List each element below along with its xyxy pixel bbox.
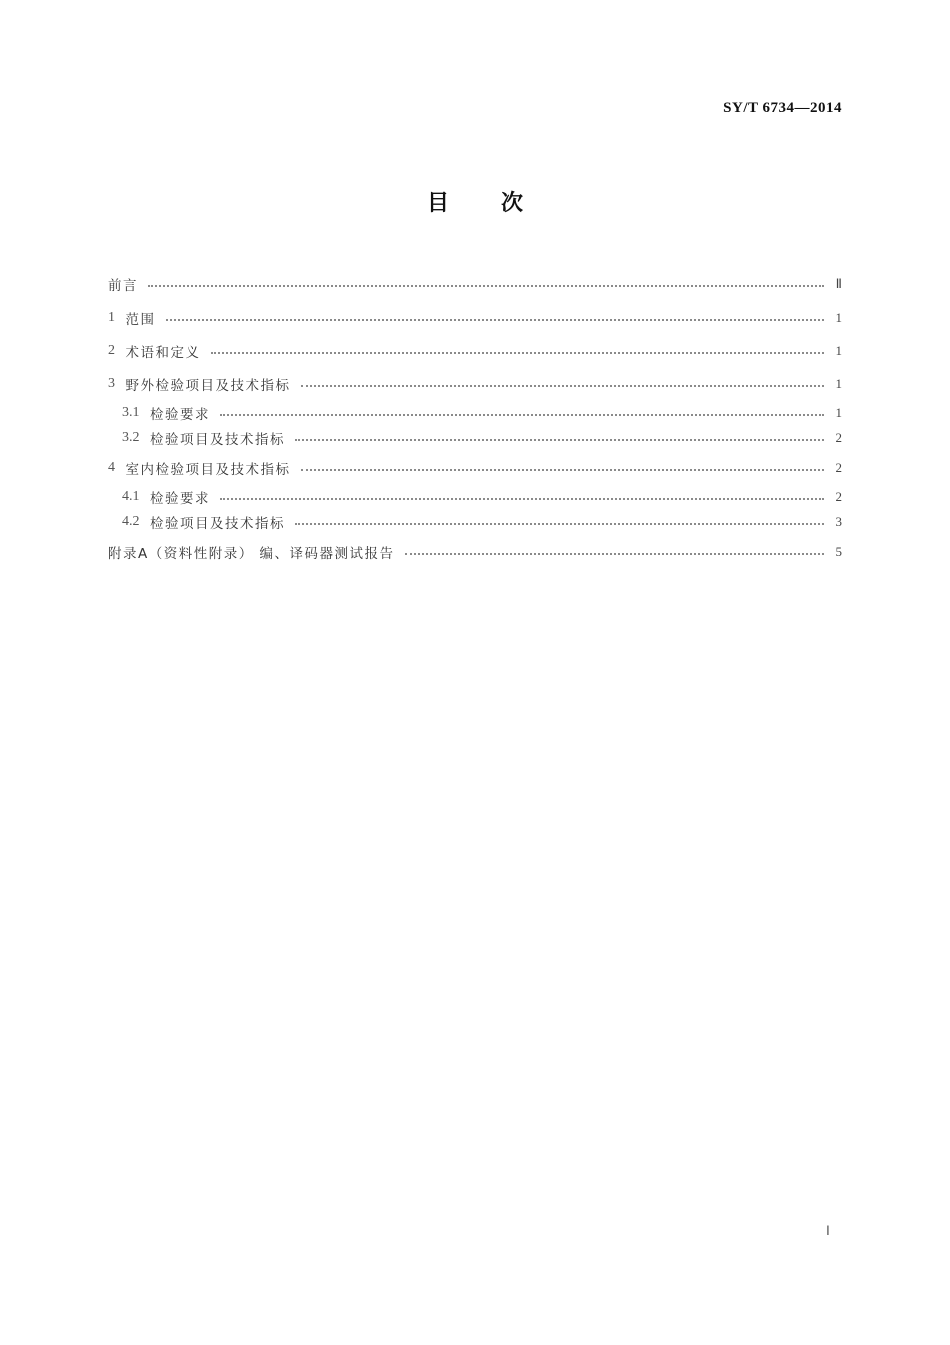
toc-leader-dots	[295, 439, 824, 441]
toc-entry-label: 检验项目及技术指标	[150, 432, 285, 448]
toc-entry-number: 3.1	[122, 405, 140, 420]
toc-leader-dots	[220, 414, 824, 416]
toc-leader-dots	[220, 498, 824, 500]
toc-entry-number: 4.1	[122, 489, 140, 504]
toc-entry-page: 1	[835, 376, 842, 391]
toc-entry-appendix-a[interactable]	[108, 540, 842, 564]
toc-entry-lab-inspection[interactable]	[108, 456, 842, 480]
toc-entry-label: 范围	[125, 312, 156, 328]
toc-entry-label: 室内检验项目及技术指标	[125, 462, 291, 478]
toc-entry-label: 附录A（资料性附录） 编、译码器测试报告	[108, 546, 395, 562]
toc-entry-page: Ⅱ	[835, 276, 842, 291]
toc-entry-label: 检验要求	[150, 491, 210, 507]
toc-leader-dots	[301, 469, 825, 471]
toc-entry-number: 4	[108, 460, 115, 475]
page-title	[0, 186, 950, 217]
toc-entry-terms[interactable]	[108, 339, 842, 363]
toc-entry-page: 2	[835, 430, 842, 445]
toc-entry-page: 1	[835, 343, 842, 358]
toc-entry-label: 术语和定义	[125, 345, 201, 361]
toc-leader-dots	[295, 523, 824, 525]
toc-entry-number: 4.2	[122, 514, 140, 529]
toc-entry-number: 3.2	[122, 430, 140, 445]
toc-entry-number: 3	[108, 376, 115, 391]
toc-entry-number: 1	[108, 310, 115, 325]
toc-entry-4-2[interactable]	[108, 510, 842, 534]
toc-entry-field-inspection[interactable]	[108, 372, 842, 396]
toc-entry-label: 前言	[108, 278, 138, 294]
toc-entry-page: 2	[835, 460, 842, 475]
toc-entry-page: 1	[835, 405, 842, 420]
toc-entry-3-1[interactable]	[108, 401, 842, 425]
toc-leader-dots	[166, 319, 825, 321]
page-number: Ⅰ	[826, 1223, 830, 1238]
toc-entry-page: 3	[835, 514, 842, 529]
toc-entry-label: 检验要求	[150, 407, 210, 423]
toc-entry-page: 5	[835, 544, 842, 559]
title-part-1: 目	[426, 191, 449, 216]
toc-entry-4-1[interactable]	[108, 485, 842, 509]
toc-entry-scope[interactable]	[108, 306, 842, 330]
toc-leader-dots	[405, 553, 824, 555]
toc-entry-page: 1	[835, 310, 842, 325]
toc-entry-number: 2	[108, 343, 115, 358]
toc-entry-3-2[interactable]	[108, 426, 842, 450]
toc-entry-page: 2	[835, 489, 842, 504]
toc-leader-dots	[211, 352, 825, 354]
document-code: SY/T 6734—2014	[723, 100, 842, 116]
toc-leader-dots	[301, 385, 825, 387]
toc-entry-foreword[interactable]	[108, 272, 842, 296]
toc-entry-label: 野外检验项目及技术指标	[125, 378, 291, 394]
toc-leader-dots	[148, 285, 824, 287]
title-part-2: 次	[501, 191, 524, 216]
toc-entry-label: 检验项目及技术指标	[150, 516, 285, 532]
